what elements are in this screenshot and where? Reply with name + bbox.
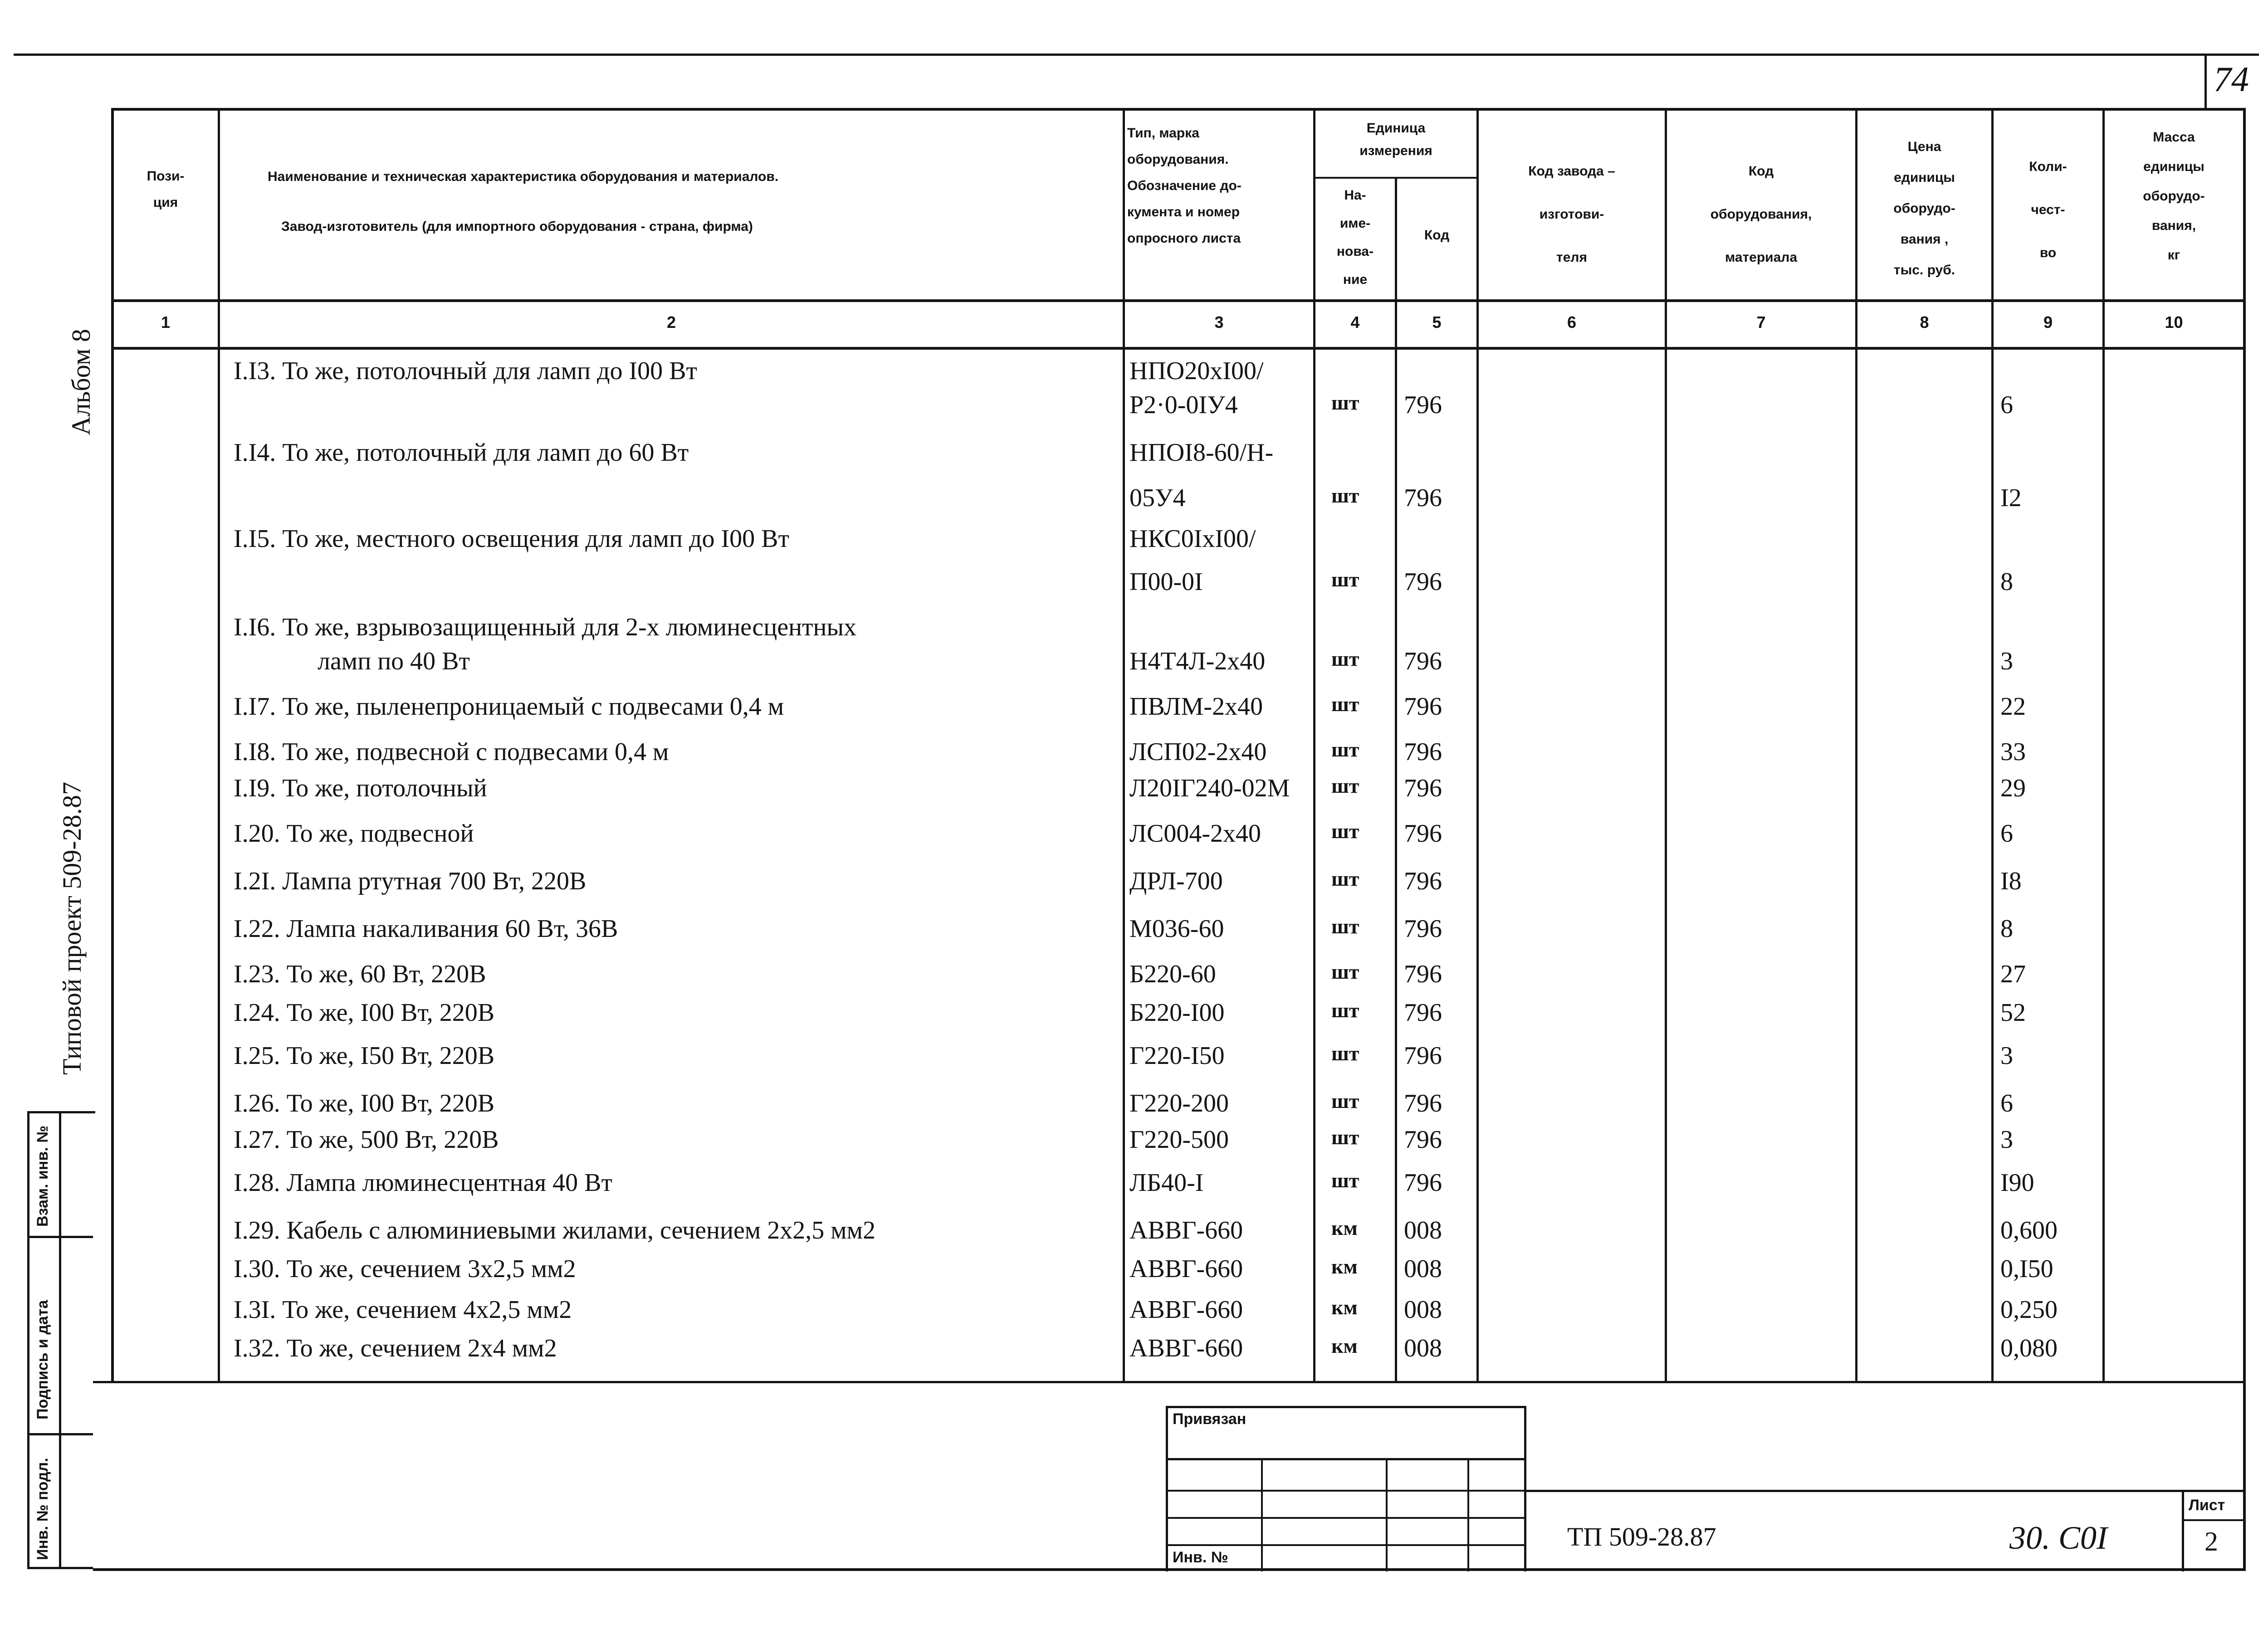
item-name: I.I6. То же, взрывозащищенный для 2-х люминесцентных <box>234 613 857 641</box>
item-name: I.27. То же, 500 Вт, 220В <box>234 1126 499 1154</box>
colnum-10: 10 <box>2165 313 2183 332</box>
item-unit-code: 796 <box>1404 1126 1442 1154</box>
item-type: НКС0IхI00/ <box>1129 525 1256 553</box>
item-type: Л20IГ240-02М <box>1129 774 1290 802</box>
header-factory-code: Код завода – изготови- теля <box>1528 164 1615 265</box>
item-quantity: 0,I50 <box>2000 1255 2053 1283</box>
header-name: Наименование и техническая характеристика оборудования и материалов. Завод-изготовитель (для импортного оборудования - страна, фирма) <box>268 169 779 234</box>
item-quantity: 33 <box>2000 738 2026 766</box>
header-unit-code: Код <box>1424 228 1450 243</box>
item-type: Г220-I50 <box>1129 1042 1225 1070</box>
item-unit-code: 796 <box>1404 738 1442 766</box>
item-name: I.2I. Лампа ртутная 700 Вт, 220В <box>234 867 587 895</box>
item-type: ДРЛ-700 <box>1129 867 1223 895</box>
item-unit: шт <box>1331 484 1359 507</box>
item-type: НПО20хI00/ <box>1129 357 1264 385</box>
item-unit-code: 796 <box>1404 915 1442 943</box>
item-unit: шт <box>1331 647 1359 670</box>
item-name: I.30. То же, сечением 3х2,5 мм2 <box>234 1255 576 1283</box>
item-quantity: 8 <box>2000 915 2013 943</box>
item-type: Н4Т4Л-2х40 <box>1129 647 1266 675</box>
item-unit: шт <box>1331 999 1359 1022</box>
item-quantity: 0,600 <box>2000 1216 2058 1244</box>
item-name: I.23. То же, 60 Вт, 220В <box>234 960 486 988</box>
item-unit-code: 796 <box>1404 568 1442 596</box>
item-name: I.20. То же, подвесной <box>234 819 474 848</box>
item-quantity: 6 <box>2000 819 2013 848</box>
item-unit-code: 796 <box>1404 774 1442 802</box>
title-sheet-label: Лист <box>2189 1497 2225 1514</box>
item-name: I.3I. То же, сечением 4х2,5 мм2 <box>234 1296 572 1324</box>
colnum-6: 6 <box>1567 313 1577 332</box>
frame-right <box>2243 108 2246 1571</box>
colnum-bottom-rule <box>111 347 2245 350</box>
top-rule <box>14 54 2259 56</box>
item-unit: шт <box>1331 1169 1359 1192</box>
item-type: АВВГ-660 <box>1129 1255 1243 1283</box>
header-equipment-code: Код оборудования, материала <box>1710 164 1812 265</box>
header-type: Тип, марка оборудования. Обозначение до- кумента и номер опросного листа <box>1127 126 1242 246</box>
item-unit: шт <box>1331 819 1359 843</box>
header-price: Цена единицы оборудо- вания , тыс. руб. <box>1893 139 1955 278</box>
title-sheet-number: 2 <box>2204 1527 2218 1556</box>
item-unit-code: 796 <box>1404 819 1442 848</box>
item-unit-code: 008 <box>1404 1334 1442 1362</box>
stamp-inv-podl: Инв. № подл. <box>34 1458 51 1560</box>
item-type: ПВЛМ-2х40 <box>1129 693 1263 721</box>
item-type: АВВГ-660 <box>1129 1296 1243 1324</box>
item-unit-code: 796 <box>1404 693 1442 721</box>
item-name: I.24. То же, I00 Вт, 220В <box>234 999 495 1027</box>
item-name: I.32. То же, сечением 2х4 мм2 <box>234 1334 557 1362</box>
item-quantity: 6 <box>2000 1089 2013 1117</box>
item-quantity: 8 <box>2000 568 2013 596</box>
item-quantity: I2 <box>2000 484 2022 512</box>
item-unit: шт <box>1331 1089 1359 1112</box>
item-unit-code: 796 <box>1404 484 1442 512</box>
item-type: П00-0I <box>1129 568 1203 596</box>
item-quantity: 27 <box>2000 960 2026 988</box>
item-unit-code: 796 <box>1404 1042 1442 1070</box>
table-bottom-rule <box>93 1381 2246 1383</box>
item-unit-code: 008 <box>1404 1255 1442 1283</box>
item-quantity: I8 <box>2000 867 2022 895</box>
item-quantity: 52 <box>2000 999 2026 1027</box>
item-unit: шт <box>1331 960 1359 983</box>
title-inv-no: Инв. № <box>1173 1549 1228 1566</box>
header-quantity: Коли- чест- во <box>2029 159 2067 260</box>
title-doc-mark: 30. С0I <box>2009 1520 2107 1556</box>
item-name: I.I7. То же, пыленепроницаемый с подвесами 0,4 м <box>234 693 784 721</box>
stamp-sign-date: Подпись и дата <box>34 1300 51 1419</box>
item-unit-code: 796 <box>1404 999 1442 1027</box>
colnum-2: 2 <box>666 313 676 332</box>
item-name: I.28. Лампа люминесцентная 40 Вт <box>234 1169 612 1197</box>
item-name: I.I4. То же, потолочный для ламп до 60 Вт <box>234 439 689 467</box>
item-name: I.I9. То же, потолочный <box>234 774 487 802</box>
item-type: 05У4 <box>1129 484 1186 512</box>
item-unit: шт <box>1331 738 1359 761</box>
colnum-9: 9 <box>2043 313 2053 332</box>
item-type: Б220-I00 <box>1129 999 1225 1027</box>
item-quantity: 0,080 <box>2000 1334 2058 1362</box>
title-privyazan: Привязан <box>1173 1410 1246 1428</box>
item-unit: шт <box>1331 774 1359 797</box>
item-unit-code: 796 <box>1404 647 1442 675</box>
item-name: I.I5. То же, местного освещения для ламп до I00 Вт <box>234 525 789 553</box>
colnum-1: 1 <box>161 313 171 332</box>
item-type: Г220-200 <box>1129 1089 1229 1117</box>
item-type: АВВГ-660 <box>1129 1334 1243 1362</box>
colnum-5: 5 <box>1432 313 1442 332</box>
header-mass: Масса единицы оборудо- вания, кг <box>2143 130 2205 263</box>
item-unit-code: 796 <box>1404 1089 1442 1117</box>
item-name: I.25. То же, I50 Вт, 220В <box>234 1042 495 1070</box>
item-name: I.I3. То же, потолочный для ламп до I00 Вт <box>234 357 697 385</box>
item-type: ЛСП02-2х40 <box>1129 738 1267 766</box>
item-unit: шт <box>1331 693 1359 716</box>
colnum-7: 7 <box>1756 313 1766 332</box>
item-name: ламп по 40 Вт <box>318 647 470 675</box>
item-type: ЛБ40-I <box>1129 1169 1204 1197</box>
item-unit: км <box>1331 1296 1358 1319</box>
item-type: Г220-500 <box>1129 1126 1229 1154</box>
item-quantity: 3 <box>2000 1126 2013 1154</box>
header-unit-group: Единица измерения <box>1359 121 1432 158</box>
project-label: Типовой проект 509-28.87 <box>57 781 87 1075</box>
frame-bottom <box>93 1568 2246 1571</box>
item-unit-code: 796 <box>1404 960 1442 988</box>
item-unit: шт <box>1331 568 1359 591</box>
item-unit: шт <box>1331 1042 1359 1065</box>
item-unit-code: 008 <box>1404 1296 1442 1324</box>
unit-group-divider <box>1313 177 1476 179</box>
item-type: ЛС004-2х40 <box>1129 819 1261 848</box>
item-name: I.29. Кабель с алюминиевыми жилами, сечением 2х2,5 мм2 <box>234 1216 876 1244</box>
colnum-3: 3 <box>1214 313 1224 332</box>
item-type: Р2·0-0IУ4 <box>1129 391 1238 419</box>
item-name: I.I8. То же, подвесной с подвесами 0,4 м <box>234 738 669 766</box>
item-type: М036-60 <box>1129 915 1224 943</box>
item-unit: км <box>1331 1334 1358 1357</box>
item-name: I.22. Лампа накаливания 60 Вт, 36В <box>234 915 618 943</box>
item-unit-code: 008 <box>1404 1216 1442 1244</box>
title-doc-code: ТП 509-28.87 <box>1567 1522 1716 1551</box>
item-name: I.26. То же, I00 Вт, 220В <box>234 1089 495 1117</box>
album-label: Альбом 8 <box>66 329 96 435</box>
item-unit: шт <box>1331 391 1359 414</box>
item-quantity: 3 <box>2000 647 2013 675</box>
item-quantity: 0,250 <box>2000 1296 2058 1324</box>
header-bottom-rule <box>111 299 2245 302</box>
stamp-vzam-inv: Взам. инв. № <box>34 1125 51 1227</box>
page-number: 74 <box>2214 59 2249 99</box>
page-number-divider <box>2204 54 2207 109</box>
item-unit-code: 796 <box>1404 867 1442 895</box>
item-unit: шт <box>1331 915 1359 938</box>
header-position: Пози- ция <box>147 169 185 210</box>
item-unit: км <box>1331 1216 1358 1239</box>
header-unit-name: На- име- нова- ние <box>1336 188 1374 287</box>
item-unit: км <box>1331 1255 1358 1278</box>
item-type: Б220-60 <box>1129 960 1216 988</box>
item-unit: шт <box>1331 867 1359 890</box>
item-quantity: 6 <box>2000 391 2013 419</box>
item-unit-code: 796 <box>1404 391 1442 419</box>
item-quantity: 3 <box>2000 1042 2013 1070</box>
item-unit: шт <box>1331 1126 1359 1149</box>
frame-top <box>111 108 2245 111</box>
item-quantity: 29 <box>2000 774 2026 802</box>
item-quantity: I90 <box>2000 1169 2034 1197</box>
colnum-8: 8 <box>1920 313 1929 332</box>
colnum-4: 4 <box>1350 313 1360 332</box>
item-quantity: 22 <box>2000 693 2026 721</box>
item-type: НПОI8-60/Н- <box>1129 439 1274 467</box>
item-unit-code: 796 <box>1404 1169 1442 1197</box>
item-type: АВВГ-660 <box>1129 1216 1243 1244</box>
